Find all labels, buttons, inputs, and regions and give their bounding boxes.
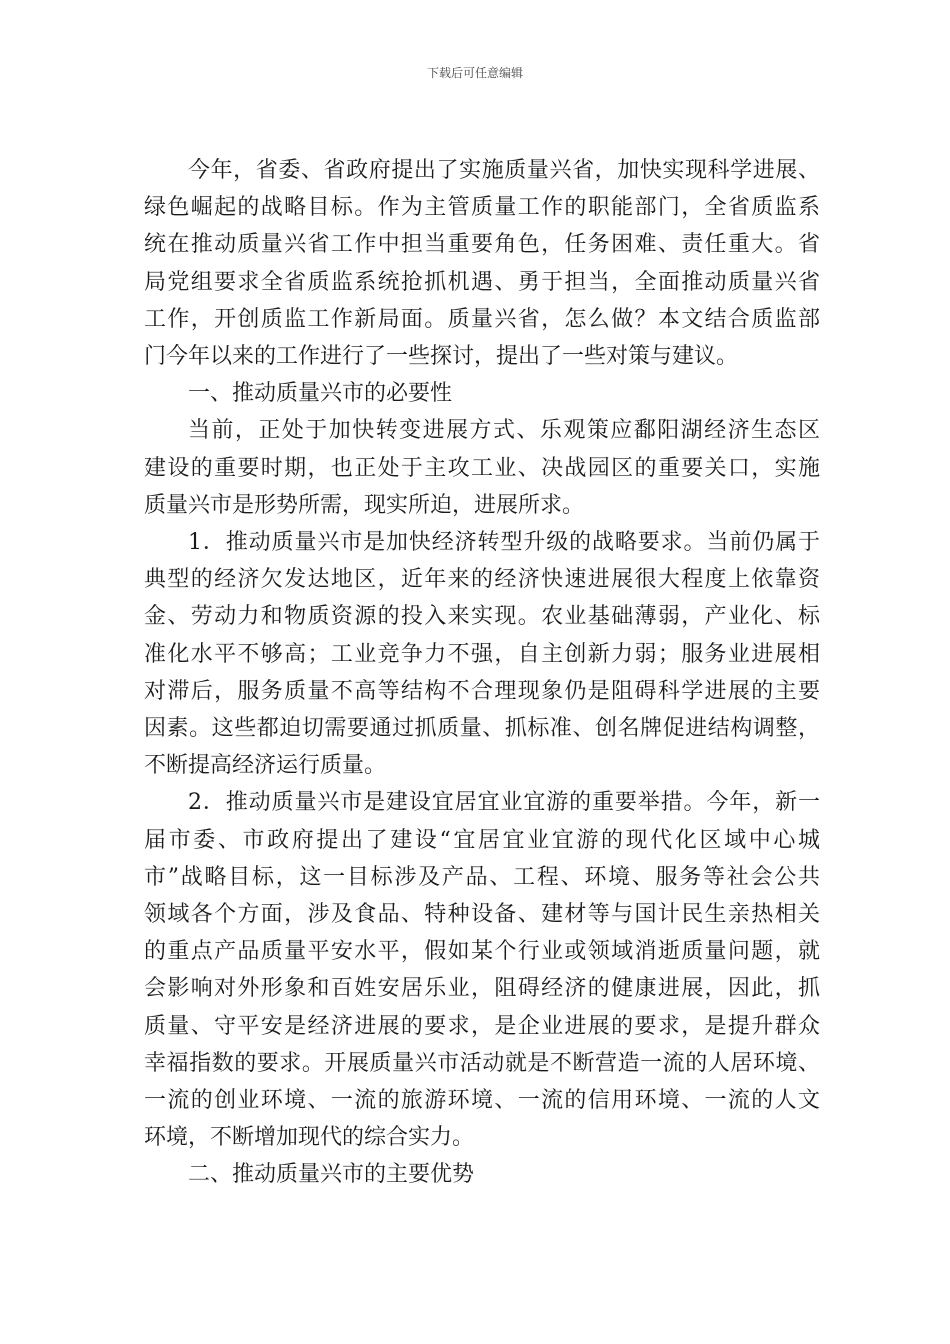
text-line: 今年，省委、省政府提出了实施质量兴省，加快实现科学进展、 <box>188 158 820 183</box>
paragraph-point-1 <box>144 524 820 784</box>
text-line: 1．推动质量兴市是加快经济转型升级的战略要求。当前仍属于 <box>188 530 820 556</box>
text-line: 绿色崛起的战略目标。作为主管质量工作的职能部门，全省质监系 <box>144 195 820 221</box>
text-line: 典型的经济欠发达地区，近年来的经济快速进展很大程度上依靠资 <box>144 567 820 593</box>
text-line: 质量、守平安是经济进展的要求，是企业进展的要求，是提升群众 <box>144 1013 820 1039</box>
section-heading-1 <box>144 375 820 412</box>
text-line: 幸福指数的要求。开展质量兴市活动就是不断营造一流的人居环境、 <box>144 1050 820 1076</box>
paragraph-point-2 <box>144 784 820 1156</box>
text-line: 届市委、市政府提出了建设“宜居宜业宜游的现代化区域中心城 <box>144 827 820 853</box>
page-header: 下载后可任意编辑 <box>426 66 523 80</box>
text-line: 市”战略目标，这一目标涉及产品、工程、环境、服务等社会公共 <box>144 864 820 890</box>
text-line: 不断提高经济运行质量。 <box>144 753 387 779</box>
text-line: 会影响对外形象和百姓安居乐业，阻碍经济的健康进展，因此，抓 <box>144 976 820 1002</box>
text-line: 工作，开创质监工作新局面。质量兴省，怎么做？本文结合质监部 <box>144 306 820 332</box>
text-line: 局党组要求全省质监系统抢抓机遇、勇于担当，全面推动质量兴省 <box>144 269 820 295</box>
text-line: 建设的重要时期，也正处于主攻工业、决战园区的重要关口，实施 <box>144 455 820 481</box>
text-line: 统在推动质量兴省工作中担当重要角色，任务困难、责任重大。省 <box>144 232 820 258</box>
section-heading: 一、推动质量兴市的必要性 <box>188 381 453 407</box>
text-line: 对滞后，服务质量不高等结构不合理现象仍是阻碍科学进展的主要 <box>144 678 820 704</box>
document-body <box>144 152 820 1194</box>
text-line: 领域各个方面，涉及食品、特种设备、建材等与国计民生亲热相关 <box>144 902 820 928</box>
text-line: 当前，正处于加快转变进展方式、乐观策应鄱阳湖经济生态区 <box>188 418 820 444</box>
section-heading-2 <box>144 1156 820 1193</box>
section-heading: 二、推动质量兴市的主要优势 <box>188 1162 475 1188</box>
text-line: 因素。这些都迫切需要通过抓质量、抓标准、创名牌促进结构调整， <box>144 716 820 742</box>
text-line: 一流的创业环境、一流的旅游环境、一流的信用环境、一流的人文 <box>144 1088 820 1114</box>
text-line: 环境，不断增加现代的综合实力。 <box>144 1125 475 1151</box>
paragraph-current <box>144 412 820 524</box>
paragraph-intro <box>144 152 820 375</box>
text-line: 门今年以来的工作进行了一些探讨，提出了一些对策与建议。 <box>144 344 739 370</box>
text-line: 准化水平不够高；工业竞争力不强，自主创新力弱；服务业进展相 <box>144 641 820 667</box>
text-line: 金、劳动力和物质资源的投入来实现。农业基础薄弱，产业化、标 <box>144 604 820 630</box>
text-line: 的重点产品质量平安水平，假如某个行业或领域消逝质量问题，就 <box>144 939 820 965</box>
text-line: 质量兴市是形势所需，现实所迫，进展所求。 <box>144 492 585 518</box>
text-line: 2．推动质量兴市是建设宜居宜业宜游的重要举措。今年，新一 <box>188 790 820 816</box>
